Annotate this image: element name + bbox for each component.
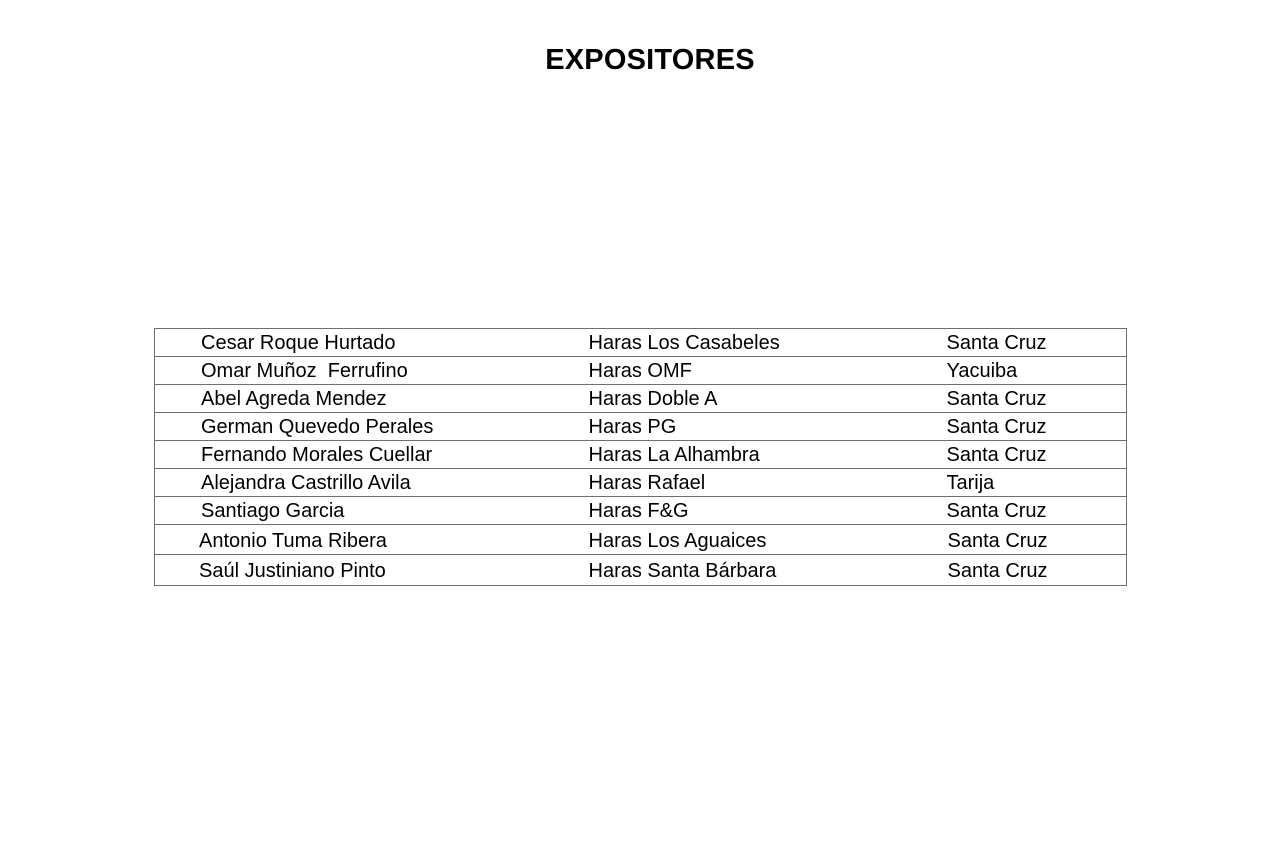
exhibitor-name: German Quevedo Perales	[155, 413, 589, 441]
exhibitor-haras: Haras PG	[589, 413, 947, 441]
exhibitor-city: Santa Cruz	[947, 385, 1127, 413]
exhibitor-haras: Haras Santa Bárbara	[589, 555, 947, 586]
exhibitor-name: Fernando Morales Cuellar	[155, 441, 589, 469]
table-row	[155, 357, 1127, 385]
exhibitors-table	[154, 328, 1127, 586]
exhibitor-city: Santa Cruz	[947, 329, 1127, 357]
exhibitor-city: Santa Cruz	[947, 555, 1127, 586]
page-title: EXPOSITORES	[545, 44, 755, 76]
table-row	[155, 413, 1127, 441]
exhibitor-haras: Haras F&G	[589, 497, 947, 525]
exhibitor-haras: Haras La Alhambra	[589, 441, 947, 469]
table-row	[155, 329, 1127, 357]
exhibitor-haras: Haras OMF	[589, 357, 947, 385]
table-row	[155, 385, 1127, 413]
exhibitor-name: Omar Muñoz Ferrufino	[155, 357, 589, 385]
exhibitor-name: Santiago Garcia	[155, 497, 589, 525]
table-row	[155, 441, 1127, 469]
exhibitor-city: Santa Cruz	[947, 413, 1127, 441]
exhibitor-name: Antonio Tuma Ribera	[155, 525, 589, 555]
exhibitor-name: Saúl Justiniano Pinto	[155, 555, 589, 586]
exhibitor-name: Abel Agreda Mendez	[155, 385, 589, 413]
table-row	[155, 469, 1127, 497]
table-row	[155, 525, 1127, 555]
exhibitor-city: Santa Cruz	[947, 525, 1127, 555]
exhibitor-haras: Haras Doble A	[589, 385, 947, 413]
exhibitor-haras: Haras Los Aguaices	[589, 525, 947, 555]
exhibitor-city: Santa Cruz	[947, 497, 1127, 525]
exhibitor-city: Santa Cruz	[947, 441, 1127, 469]
exhibitor-haras: Haras Los Casabeles	[589, 329, 947, 357]
exhibitor-name: Alejandra Castrillo Avila	[155, 469, 589, 497]
exhibitor-haras: Haras Rafael	[589, 469, 947, 497]
exhibitor-city: Tarija	[947, 469, 1127, 497]
table-row	[155, 555, 1127, 586]
exhibitor-name: Cesar Roque Hurtado	[155, 329, 589, 357]
table-row	[155, 497, 1127, 525]
exhibitor-city: Yacuiba	[947, 357, 1127, 385]
